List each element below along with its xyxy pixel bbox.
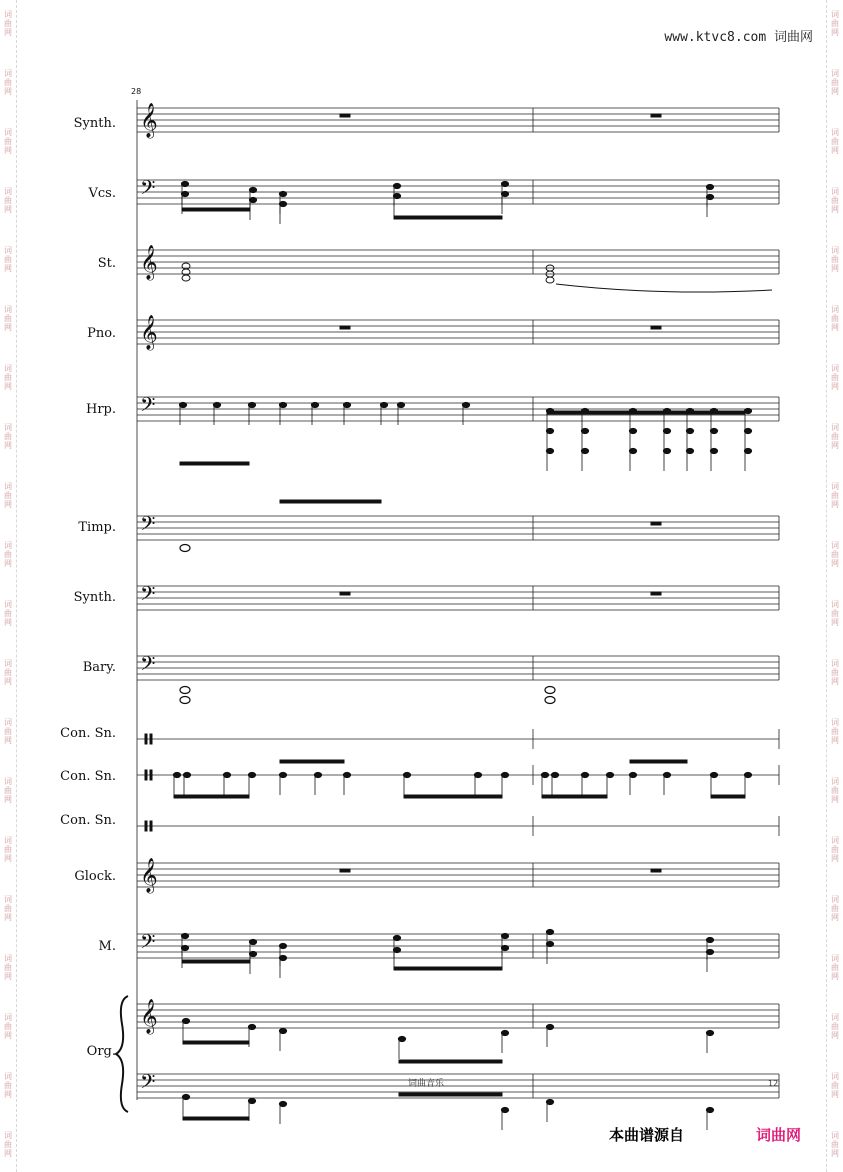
note-head bbox=[663, 772, 670, 777]
staff-label-bary: Bary. bbox=[82, 660, 116, 675]
watermark-glyph: 词 曲 网 bbox=[831, 10, 839, 37]
note-head bbox=[343, 772, 350, 777]
watermark-glyph: 词 曲 网 bbox=[4, 1131, 12, 1158]
whole-rest bbox=[340, 326, 350, 329]
note-head bbox=[501, 933, 508, 938]
tie bbox=[556, 284, 772, 292]
beam bbox=[399, 1093, 502, 1096]
watermark-glyph: 词 曲 网 bbox=[4, 1072, 12, 1099]
watermark-glyph: 词 曲 网 bbox=[4, 128, 12, 155]
note-head bbox=[629, 772, 636, 777]
note-head bbox=[686, 428, 693, 433]
note-head bbox=[279, 402, 286, 407]
beam bbox=[183, 1041, 249, 1044]
whole-rest bbox=[651, 592, 661, 595]
beam bbox=[394, 967, 502, 970]
watermark-glyph: 词 曲 网 bbox=[831, 423, 839, 450]
note-head bbox=[706, 184, 713, 189]
watermark-glyph: 词 曲 网 bbox=[831, 1072, 839, 1099]
beam bbox=[174, 795, 249, 798]
note-head bbox=[403, 772, 410, 777]
note-head bbox=[279, 1028, 286, 1033]
note-head bbox=[182, 1094, 189, 1099]
note-head bbox=[663, 428, 670, 433]
note-head bbox=[183, 772, 190, 777]
note-head bbox=[629, 428, 636, 433]
note-head bbox=[541, 772, 548, 777]
bass-clef-icon: 𝄢 bbox=[140, 930, 156, 958]
note-head bbox=[606, 772, 613, 777]
note-head bbox=[546, 448, 553, 453]
staff-label-vcs: Vcs. bbox=[88, 186, 116, 201]
beam bbox=[399, 1060, 502, 1063]
note-head bbox=[744, 772, 751, 777]
note-head bbox=[248, 402, 255, 407]
note-head bbox=[314, 772, 321, 777]
watermark-glyph: 词 曲 网 bbox=[831, 69, 839, 96]
note-head bbox=[474, 772, 481, 777]
whole-rest bbox=[651, 114, 661, 117]
note-head bbox=[581, 428, 588, 433]
beam bbox=[547, 411, 745, 414]
watermark-glyph: 词 曲 网 bbox=[831, 777, 839, 804]
bass-clef-icon: 𝄢 bbox=[140, 176, 156, 204]
note-head bbox=[248, 1098, 255, 1103]
note-head bbox=[546, 428, 553, 433]
watermark-glyph: 词 曲 网 bbox=[831, 364, 839, 391]
watermark-glyph: 词 曲 网 bbox=[831, 246, 839, 273]
watermark-glyph: 词 曲 网 bbox=[4, 718, 12, 745]
percussion-clef-bar bbox=[150, 770, 152, 780]
watermark-glyph: 词 曲 网 bbox=[831, 305, 839, 332]
note-head bbox=[686, 448, 693, 453]
note-head bbox=[551, 772, 558, 777]
note-head bbox=[706, 1030, 713, 1035]
watermark-glyph: 词 曲 网 bbox=[4, 305, 12, 332]
watermark-glyph: 词 曲 网 bbox=[4, 836, 12, 863]
staff-label-hrp: Hrp. bbox=[85, 402, 116, 417]
whole-rest bbox=[340, 114, 350, 117]
note-head bbox=[248, 772, 255, 777]
beam bbox=[542, 795, 607, 798]
watermark-glyph: 词 曲 网 bbox=[4, 659, 12, 686]
note-head bbox=[279, 772, 286, 777]
watermark-glyph: 词 曲 网 bbox=[4, 954, 12, 981]
watermark-glyph: 词 曲 网 bbox=[831, 836, 839, 863]
note-head bbox=[182, 1018, 189, 1023]
note-head bbox=[501, 1030, 508, 1035]
treble-clef-icon: 𝄞 bbox=[140, 315, 158, 350]
watermark-glyph: 词 曲 网 bbox=[831, 1013, 839, 1040]
note-head bbox=[249, 187, 256, 192]
note-head bbox=[501, 191, 508, 196]
bass-clef-icon: 𝄢 bbox=[140, 582, 156, 610]
note-head bbox=[546, 1024, 553, 1029]
watermark-glyph: 词 曲 网 bbox=[4, 482, 12, 509]
site-url[interactable]: www.ktvc8.com 词曲网 bbox=[664, 30, 813, 45]
measure-number: 28 bbox=[131, 87, 142, 96]
note-head bbox=[706, 937, 713, 942]
watermark-glyph: 词 曲 网 bbox=[4, 777, 12, 804]
note-head bbox=[706, 949, 713, 954]
note-head bbox=[279, 191, 286, 196]
note-head bbox=[173, 772, 180, 777]
watermark-glyph: 词 曲 网 bbox=[831, 1131, 839, 1158]
watermark-glyph: 词 曲 网 bbox=[831, 718, 839, 745]
note-head bbox=[501, 772, 508, 777]
note-head bbox=[279, 201, 286, 206]
beam bbox=[630, 760, 687, 763]
watermark-glyph: 词 曲 网 bbox=[831, 895, 839, 922]
watermark-glyph: 词 曲 网 bbox=[4, 1013, 12, 1040]
staff-label-synth-1: Synth. bbox=[73, 116, 116, 131]
note-head bbox=[181, 181, 188, 186]
note-head bbox=[343, 402, 350, 407]
staff-label-m: M. bbox=[98, 939, 116, 954]
note-head bbox=[397, 402, 404, 407]
staff-label-con-sn-1: Con. Sn. bbox=[60, 726, 116, 741]
note-head bbox=[393, 947, 400, 952]
note-head bbox=[181, 191, 188, 196]
half-note-head bbox=[545, 697, 555, 704]
note-head bbox=[744, 448, 751, 453]
note-head bbox=[710, 448, 717, 453]
note-head bbox=[710, 428, 717, 433]
watermark-glyph: 词 曲 网 bbox=[831, 659, 839, 686]
watermark-glyph: 词 曲 网 bbox=[4, 423, 12, 450]
note-head bbox=[581, 772, 588, 777]
inline-annotation: 词曲音乐 bbox=[408, 1079, 445, 1089]
watermark-glyph: 词 曲 网 bbox=[4, 895, 12, 922]
note-head bbox=[249, 197, 256, 202]
watermark-glyph: 词 曲 网 bbox=[831, 482, 839, 509]
beam bbox=[182, 208, 250, 211]
beam bbox=[180, 462, 249, 465]
note-head bbox=[223, 772, 230, 777]
whole-rest bbox=[340, 592, 350, 595]
note-head bbox=[249, 939, 256, 944]
half-note-head bbox=[546, 277, 554, 283]
half-note-head bbox=[180, 545, 190, 552]
note-head bbox=[393, 183, 400, 188]
note-head bbox=[398, 1036, 405, 1041]
note-head bbox=[710, 772, 717, 777]
percussion-clef-bar bbox=[145, 770, 147, 780]
half-note-head bbox=[180, 687, 190, 694]
page-number: 12 bbox=[768, 1079, 779, 1088]
note-head bbox=[380, 402, 387, 407]
whole-rest bbox=[651, 869, 661, 872]
note-head bbox=[181, 933, 188, 938]
percussion-clef-bar bbox=[150, 734, 152, 744]
percussion-clef-bar bbox=[150, 821, 152, 831]
note-head bbox=[546, 1099, 553, 1104]
bass-clef-icon: 𝄢 bbox=[140, 512, 156, 540]
note-head bbox=[663, 448, 670, 453]
note-head bbox=[501, 181, 508, 186]
treble-clef-icon: 𝄞 bbox=[140, 858, 158, 893]
note-head bbox=[179, 402, 186, 407]
beam bbox=[280, 500, 381, 503]
beam bbox=[711, 795, 745, 798]
watermark-glyph: 词 曲 网 bbox=[4, 364, 12, 391]
beam bbox=[183, 1117, 249, 1120]
watermark-glyph: 词 曲 网 bbox=[4, 10, 12, 37]
watermark-glyph: 词 曲 网 bbox=[831, 600, 839, 627]
note-head bbox=[546, 929, 553, 934]
note-head bbox=[213, 402, 220, 407]
note-head bbox=[279, 1101, 286, 1106]
percussion-clef-bar bbox=[145, 734, 147, 744]
whole-rest bbox=[340, 869, 350, 872]
bass-clef-icon: 𝄢 bbox=[140, 393, 156, 421]
note-head bbox=[744, 428, 751, 433]
note-head bbox=[393, 193, 400, 198]
whole-rest bbox=[651, 522, 661, 525]
note-head bbox=[181, 945, 188, 950]
percussion-clef-bar bbox=[145, 821, 147, 831]
note-head bbox=[546, 941, 553, 946]
watermark-glyph: 词 曲 网 bbox=[4, 600, 12, 627]
beam bbox=[280, 760, 344, 763]
watermark-glyph: 词 曲 网 bbox=[4, 187, 12, 214]
whole-rest bbox=[651, 326, 661, 329]
note-head bbox=[706, 194, 713, 199]
note-head bbox=[393, 935, 400, 940]
watermark-glyph: 词 曲 网 bbox=[831, 187, 839, 214]
staff-label-glock: Glock. bbox=[74, 869, 116, 884]
treble-clef-icon: 𝄞 bbox=[140, 999, 158, 1034]
watermark-glyph: 词 曲 网 bbox=[831, 954, 839, 981]
watermark-glyph: 词 曲 网 bbox=[831, 541, 839, 568]
note-head bbox=[249, 951, 256, 956]
staff-label-con-sn-2: Con. Sn. bbox=[60, 769, 116, 784]
note-head bbox=[311, 402, 318, 407]
staff-label-org: Org. bbox=[86, 1044, 116, 1059]
note-head bbox=[629, 448, 636, 453]
beam bbox=[394, 216, 502, 219]
organ-brace bbox=[116, 996, 128, 1112]
note-head bbox=[501, 1107, 508, 1112]
staff-label-synth-2: Synth. bbox=[73, 590, 116, 605]
note-head bbox=[462, 402, 469, 407]
treble-clef-icon: 𝄞 bbox=[140, 245, 158, 280]
staff-label-con-sn-3: Con. Sn. bbox=[60, 813, 116, 828]
note-head bbox=[248, 1024, 255, 1029]
half-note-head bbox=[180, 697, 190, 704]
note-head bbox=[581, 448, 588, 453]
note-head bbox=[501, 945, 508, 950]
bass-clef-icon: 𝄢 bbox=[140, 1070, 156, 1098]
beam bbox=[182, 960, 250, 963]
staff-label-st: St. bbox=[97, 256, 116, 271]
watermark-glyph: 词 曲 网 bbox=[4, 69, 12, 96]
watermark-glyph: 词 曲 网 bbox=[4, 541, 12, 568]
staff-label-pno: Pno. bbox=[87, 326, 116, 341]
staff-label-timp: Timp. bbox=[78, 520, 116, 535]
treble-clef-icon: 𝄞 bbox=[140, 103, 158, 138]
footer-brand-link[interactable]: 词曲网 bbox=[756, 1126, 802, 1144]
note-head bbox=[279, 943, 286, 948]
beam bbox=[404, 795, 502, 798]
watermark-glyph: 词 曲 网 bbox=[4, 246, 12, 273]
note-head bbox=[279, 955, 286, 960]
half-note-head bbox=[182, 275, 190, 281]
half-note-head bbox=[545, 687, 555, 694]
bass-clef-icon: 𝄢 bbox=[140, 652, 156, 680]
watermark-glyph: 词 曲 网 bbox=[831, 128, 839, 155]
note-head bbox=[706, 1107, 713, 1112]
footer-source-text: 本曲谱源自 bbox=[609, 1126, 685, 1144]
